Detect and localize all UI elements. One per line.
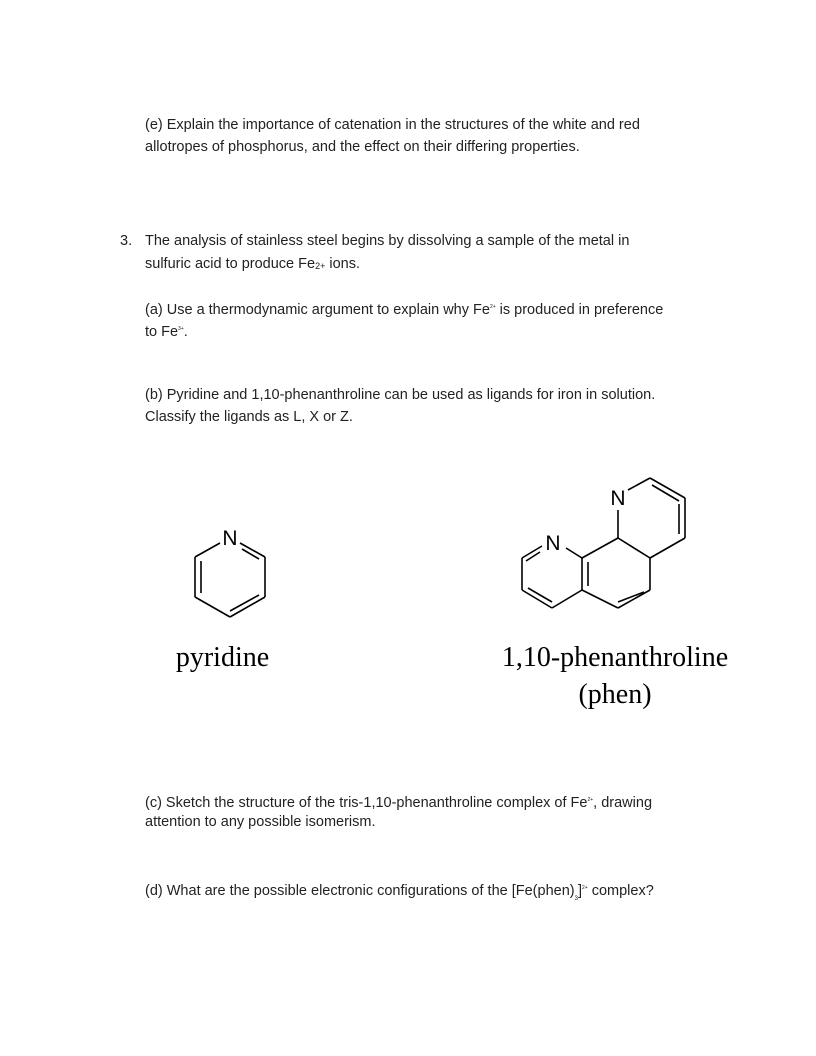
q3d-line (145, 877, 654, 910)
q3a-line-2 (145, 318, 188, 343)
q2e-line-2: allotropes of phosphorus, and the effect on their differing properties. (145, 139, 580, 155)
q3-intro-line-1: The analysis of stainless steel begins by dissolving a sample of the metal in (145, 233, 630, 249)
q3c-line-1-suffix: , drawing (593, 795, 653, 811)
q3-intro-line-2 (145, 253, 360, 277)
q3d-charge: 2+ (581, 885, 588, 891)
phen-bond-c7-c6a (552, 590, 582, 608)
q2e-line-1: (e) Explain the importance of catenation in the structures of the white and red (145, 117, 640, 133)
q3c-fe2-charge: 2+ (587, 797, 594, 803)
pyridine-double-bond-1 (242, 549, 259, 559)
q3a-fe3-charge: 3+ (178, 326, 184, 332)
q3-intro-line-2-prefix: sulfuric acid to produce Fe (145, 256, 316, 272)
q3c-line-2: attention to any possible isomerism. (145, 814, 376, 830)
q3d-bracket: ] (577, 883, 582, 899)
q3-number: 3. (120, 233, 133, 249)
phenanthroline-label-line-1: 1,10-phenanthroline (501, 642, 729, 673)
phenanthroline-label-line-2: (phen) (578, 679, 652, 710)
q3-intro-line-2-suffix: ions. (325, 256, 360, 272)
q3d-subscript: 3 (574, 896, 578, 902)
phen-bond-c4-c4a (650, 538, 685, 558)
q3a-line-2-suffix: . (183, 324, 188, 340)
pyridine-structure (170, 515, 290, 625)
q3d-suffix: complex? (587, 883, 654, 899)
q3a-line-1-suffix: is produced in preference (495, 302, 664, 318)
q3d-prefix: (d) What are the possible electronic configurations of the [Fe(phen) (145, 883, 575, 899)
pyridine-label: pyridine (175, 642, 270, 673)
pyridine-nitrogen-label: N (222, 527, 238, 550)
q3b-line-1: (b) Pyridine and 1,10-phenanthroline can be used as ligands for iron in solution. (145, 387, 656, 403)
q3a-line-2-prefix: to Fe (145, 324, 179, 340)
phen-nitrogen-10-label: N (545, 532, 561, 555)
q3a-fe2-charge: 2+ (489, 304, 496, 310)
phen-double-bond-4 (526, 552, 540, 561)
pyridine-bond-c3-c4 (230, 597, 265, 617)
phen-bond-c4a-c10b (618, 538, 650, 558)
phen-bond-c10a-n10 (566, 548, 582, 558)
q3a-line-1-prefix: (a) Use a thermodynamic argument to explain why Fe (145, 302, 490, 318)
pyridine-bond-c6-n (195, 543, 220, 557)
phenanthroline-structure (500, 470, 710, 620)
phen-bond-c5-c6 (618, 590, 650, 608)
q3a-line-1 (145, 296, 663, 321)
phen-bond-c6-c6a (582, 590, 618, 608)
phen-bond-c10a-c10b (582, 538, 618, 558)
fe2-charge: 2+ (315, 261, 326, 271)
q3c-line-1-prefix: (c) Sketch the structure of the tris-1,10-phenanthroline complex of Fe (145, 795, 588, 811)
phen-nitrogen-1-label: N (610, 487, 626, 510)
q3b-line-2: Classify the ligands as L, X or Z. (145, 409, 353, 425)
pyridine-bond-c4-c5 (195, 597, 230, 617)
phen-bond-n1-c2 (628, 478, 650, 490)
